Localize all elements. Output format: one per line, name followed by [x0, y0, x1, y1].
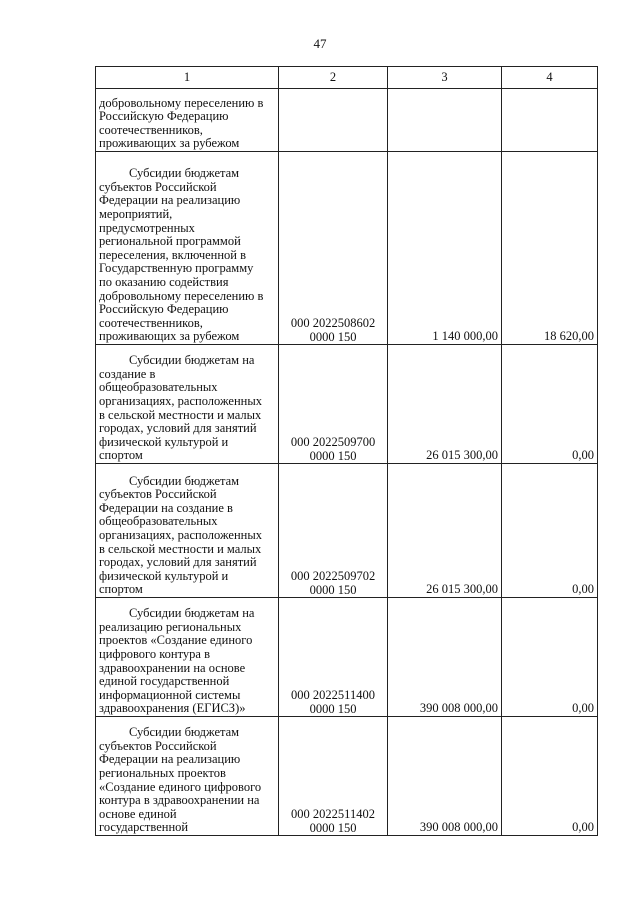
row-code: 000 2022509700 0000 150	[279, 345, 388, 464]
row-code	[279, 89, 388, 152]
row-value-4	[502, 89, 598, 152]
header-col-2: 2	[279, 67, 388, 89]
table-row	[96, 345, 598, 464]
row-code: 000 2022511402 0000 150	[279, 717, 388, 836]
row-name: добровольному переселению в Российскую Федерацию соотечественников, проживающих за рубежом	[96, 89, 279, 152]
table-row	[96, 598, 598, 717]
page-number: 47	[313, 36, 327, 51]
header-col-4: 4	[502, 67, 598, 89]
row-value-4: 0,00	[502, 464, 598, 598]
table-row	[96, 717, 598, 836]
row-value-4: 0,00	[502, 345, 598, 464]
budget-table	[95, 66, 598, 836]
row-value-4: 0,00	[502, 717, 598, 836]
row-value-3	[388, 89, 502, 152]
row-name: Субсидии бюджетам субъектов Российской Федерации на создание в общеобразовательных организациях, расположенных в сельской местности и малых городах, условий для занятий физической культурой и спортом	[96, 464, 279, 598]
row-value-4: 18 620,00	[502, 152, 598, 345]
row-name: Субсидии бюджетам на реализацию региональных проектов «Создание единого цифрового контура в здравоохранении на основе единой государственной информационной системы здравоохранения (ЕГИСЗ)»	[96, 598, 279, 717]
row-name: Субсидии бюджетам субъектов Российской Федерации на реализацию региональных проектов «Создание единого цифрового контура в здравоохранении на основе единой государственной	[96, 717, 279, 836]
table-row	[96, 464, 598, 598]
header-col-1: 1	[96, 67, 279, 89]
row-value-3: 26 015 300,00	[388, 464, 502, 598]
header-col-3: 3	[388, 67, 502, 89]
table-row	[96, 89, 598, 152]
row-code: 000 2022511400 0000 150	[279, 598, 388, 717]
row-value-4: 0,00	[502, 598, 598, 717]
table-row	[96, 152, 598, 345]
row-value-3: 390 008 000,00	[388, 598, 502, 717]
row-code: 000 2022508602 0000 150	[279, 152, 388, 345]
row-code: 000 2022509702 0000 150	[279, 464, 388, 598]
header-row	[96, 67, 598, 89]
row-value-3: 390 008 000,00	[388, 717, 502, 836]
row-value-3: 26 015 300,00	[388, 345, 502, 464]
row-name: Субсидии бюджетам на создание в общеобразовательных организациях, расположенных в сельской местности и малых городах, условий для занятий физической культурой и спортом	[96, 345, 279, 464]
row-name: Субсидии бюджетам субъектов Российской Федерации на реализацию мероприятий, предусмотренных региональной программой переселения, включенной в Государственную программу по оказанию содействия добровольному переселению в Российскую Федерацию соотечественников, проживающих за рубежом	[96, 152, 279, 345]
row-value-3: 1 140 000,00	[388, 152, 502, 345]
